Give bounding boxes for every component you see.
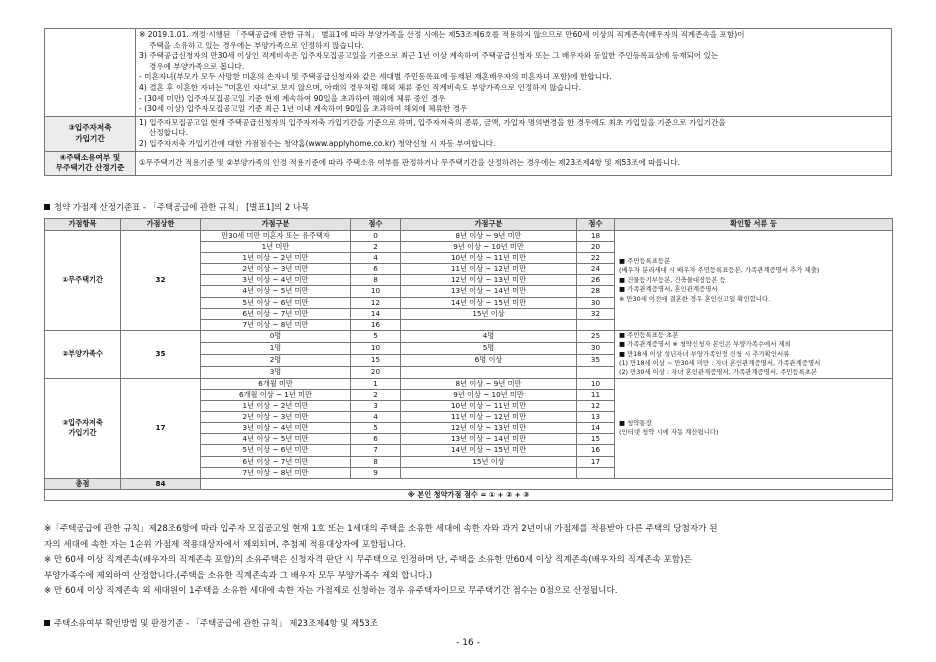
total-blank (201, 478, 893, 489)
score-cell: 5 (351, 330, 401, 342)
text-line: 경우에 부양가족으로 봅니다. (149, 61, 245, 71)
score-cell: 5 (351, 423, 401, 434)
criteria-cell: 만30세 미만 미혼자 또는 유주택자 (201, 231, 351, 242)
score-cell: 8 (351, 456, 401, 467)
category-name: ②부양가족수 (62, 349, 103, 359)
page-number: - 16 - (456, 638, 480, 648)
criteria-cell (401, 319, 577, 330)
criteria-cell: 13년 이상 ~ 14년 미만 (401, 286, 577, 297)
score-cell: 10 (577, 378, 615, 389)
table-row (45, 330, 893, 342)
criteria-cell: 6개월 이상 ~ 1년 미만 (201, 389, 351, 400)
category-cell (45, 378, 121, 478)
score-cell: 0 (351, 231, 401, 242)
score-cell: 30 (577, 297, 615, 308)
score-table (44, 218, 893, 501)
criteria-row-ownership (45, 151, 892, 175)
criteria-label-empty (45, 29, 136, 117)
criteria-cell: 3명 (201, 366, 351, 378)
criteria-cell: 6개월 미만 (201, 378, 351, 389)
column-header: 가점상한 (121, 219, 201, 231)
criteria-cell: 10년 이상 ~ 11년 미만 (401, 401, 577, 412)
score-cell: 32 (577, 308, 615, 319)
criteria-cell: 1년 이상 ~ 2년 미만 (201, 253, 351, 264)
criteria-cell: 9년 이상 ~ 10년 미만 (401, 389, 577, 400)
score-cell (577, 319, 615, 330)
score-cell: 9 (351, 467, 401, 478)
criteria-cell: 13년 이상 ~ 14년 미만 (401, 434, 577, 445)
document-line: (1) 만18세 이상 ~ 만30세 미만 : 자녀 혼인관계증명서, 가족관계증명서 (619, 359, 821, 368)
criteria-cell: 5년 이상 ~ 6년 미만 (201, 297, 351, 308)
score-cell: 13 (577, 412, 615, 423)
total-value: 84 (121, 478, 201, 489)
criteria-cell: 15년 이상 (401, 308, 577, 319)
criteria-cell: 3년 이상 ~ 4년 미만 (201, 275, 351, 286)
score-cell: 14 (351, 308, 401, 319)
label-line: 무주택기간 산정기준 (55, 163, 125, 173)
documents-cell (615, 330, 893, 378)
score-cell: 1 (351, 378, 401, 389)
column-header: 가점항목 (45, 219, 121, 231)
text-line: - (30세 이상) 입주자모집공고일 기준 최근 1년 이내 계속하여 90일을 초과하여 해외에 체류한 경우 (139, 104, 468, 114)
criteria-cell (401, 366, 577, 378)
score-cell: 15 (577, 434, 615, 445)
document-line: ■ 가족관계증명서, 혼인관계증명서 (619, 285, 718, 294)
criteria-row-dependents (45, 29, 892, 117)
document-line: ■ 주민등록표등본 (619, 256, 671, 265)
criteria-cell (401, 467, 577, 478)
criteria-ownership-text: ①무주택기간 적용기준 및 ②부양가족의 인정 적용기준에 따라 주택소유 여부를 판정하거나 무주택기간을 산정하려는 경우에는 제23조제4항 및 제53조에 따릅니다. (136, 151, 892, 175)
square-bullet-icon (44, 620, 50, 626)
label-line: ③입주자저축 (68, 123, 112, 133)
criteria-row-savings (45, 116, 892, 151)
criteria-cell: 7년 이상 ~ 8년 미만 (201, 319, 351, 330)
criteria-cell: 10년 이상 ~ 11년 미만 (401, 253, 577, 264)
score-cell: 6 (351, 434, 401, 445)
document-line: ■ 주민등록표등·초본 (619, 330, 679, 339)
note-line: 자의 세대에 속한 자는 1순위 가점제 적용대상자에서 제외되며, 추첨제 적용대상자에 포함됩니다. (44, 539, 407, 550)
document-line: (배우자 분리세대 시 배우자 주민등록표등본, 가족관계증명서 추가 제출) (619, 266, 820, 275)
criteria-cell: 1년 이상 ~ 2년 미만 (201, 401, 351, 412)
notes-block (44, 522, 892, 600)
document-line: ■ 만18세 이상 성년자녀 부양가족인정 신청 시 추가확인서류 (619, 349, 790, 358)
score-cell: 24 (577, 264, 615, 275)
label-line: ④주택소유여부 및 (59, 152, 121, 162)
document-line: ■ 가족관계증명서 ※ 청약신청자 본인은 부양가족수에서 제외 (619, 340, 791, 349)
score-cell: 7 (351, 445, 401, 456)
score-cell: 17 (577, 456, 615, 467)
score-cell: 12 (577, 401, 615, 412)
note-line: ※ 만 60세 이상 직계존속(배우자의 직계존속 포함)의 소유주택은 신청자격 판단 시 무주택으로 인정하며 단, 주택을 소유한 만60세 이상 직계존속(배우자의 직계존속 포함)은 (44, 555, 692, 566)
criteria-cell: 12년 이상 ~ 13년 미만 (401, 423, 577, 434)
score-cell: 35 (577, 354, 615, 366)
score-cell (577, 467, 615, 478)
score-table-header (45, 219, 893, 231)
text-line: 4) 결혼 후 이혼한 자녀는 "미혼인 자녀"로 보지 않으며, 아래의 경우처럼 해외 체류 중인 직계비속도 부양가족으로 인정하지 않습니다. (139, 82, 582, 92)
section-title-score-table (44, 201, 309, 213)
square-bullet-icon (44, 204, 50, 210)
score-cell (577, 366, 615, 378)
score-cell: 15 (351, 354, 401, 366)
score-cell: 26 (577, 275, 615, 286)
document-line: (2) 만30세 이상 : 자녀 혼인관계증명서, 가족관계증명서, 주민등록초본 (619, 368, 818, 377)
text-line: - (30세 미만) 입주자모집공고일 기준 현재 계속하여 90일을 초과하여 해외에 체류 중인 경우 (139, 93, 446, 103)
document-line: ■ 청약통장 (619, 418, 652, 427)
criteria-cell: 2년 이상 ~ 3년 미만 (201, 264, 351, 275)
score-cell: 16 (577, 445, 615, 456)
criteria-cell: 3년 이상 ~ 4년 미만 (201, 423, 351, 434)
category-name: ①무주택기간 (62, 275, 103, 285)
score-cell: 10 (351, 342, 401, 354)
criteria-cell: 15년 이상 (401, 456, 577, 467)
max-score-cell: 32 (121, 231, 201, 331)
score-footnote: ※ 본인 청약가점 점수 = ① + ② + ③ (45, 489, 893, 500)
criteria-savings-text (136, 116, 892, 151)
score-cell: 20 (577, 242, 615, 253)
criteria-cell: 0명 (201, 330, 351, 342)
score-cell: 2 (351, 242, 401, 253)
section-title-ownership (44, 617, 378, 629)
note-line: 부양가족수에 제외하여 산정합니다.(주택을 소유한 직계존속과 그 배우자 모두 부양가족수 제외 합니다.) (44, 570, 433, 581)
label-line: 가입기간 (75, 133, 105, 143)
criteria-cell: 4명 (401, 330, 577, 342)
total-row (45, 478, 893, 489)
criteria-cell: 1명 (201, 342, 351, 354)
score-cell: 20 (351, 366, 401, 378)
criteria-dependents-text (136, 29, 892, 117)
score-cell: 3 (351, 401, 401, 412)
score-cell: 12 (351, 297, 401, 308)
category-cell (45, 330, 121, 378)
section-title-text: 주택소유여부 확인방법 및 판정기준 - 「주택공급에 관한 규칙」 제23조제4항 및 제53조 (54, 618, 378, 628)
score-cell: 16 (351, 319, 401, 330)
note-line: ※「주택공급에 관한 규칙」제28조6항에 따라 입주자 모집공고일 현재 1호 또는 1세대의 주택을 소유한 세대에 속한 자와 과거 2년이내 가점제를 적용받아 다른 주택의 당첨자가 된 (44, 524, 718, 534)
category-name: ③입주자저축 (62, 418, 103, 428)
criteria-cell: 11년 이상 ~ 12년 미만 (401, 412, 577, 423)
text-line: 산정합니다. (149, 128, 189, 138)
criteria-label-ownership (45, 151, 136, 175)
column-header: 가점구분 (401, 219, 577, 231)
text-line: 1) 입주자모집공고일 현재 주택공급신청자의 입주자저축 가입기간을 기준으로 하며, 입주자저축의 종류, 금액, 가입자 명의변경을 한 경우에도 최초 가입일을 기준으로 가입기간을 (139, 117, 726, 127)
column-header: 가점구분 (201, 219, 351, 231)
section-title-text: 청약 가점제 산정기준표 - 「주택공급에 관한 규칙」 [별표1]의 2 나목 (54, 202, 310, 212)
score-cell: 8 (351, 275, 401, 286)
criteria-cell: 12년 이상 ~ 13년 미만 (401, 275, 577, 286)
documents-cell (615, 378, 893, 478)
document-line: ※ 만30세 이전에 결혼한 경우 혼인신고일 확인합니다. (619, 294, 771, 303)
criteria-cell: 5명 (401, 342, 577, 354)
criteria-cell: 2명 (201, 354, 351, 366)
text-line: ※ 2019.1.01. 개정·시행된 「주택공급에 관한 규칙」 별표1에 따라 부양가족을 산정 시에는 제53조제6호를 적용하지 않으므로 만60세 이상의 직계존속(배우자의 직계존속을 포함)이 (139, 30, 745, 39)
criteria-cell: 8년 이상 ~ 9년 미만 (401, 378, 577, 389)
criteria-cell: 5년 이상 ~ 6년 미만 (201, 445, 351, 456)
score-cell: 25 (577, 330, 615, 342)
score-cell: 10 (351, 286, 401, 297)
criteria-cell: 6년 이상 ~ 7년 미만 (201, 308, 351, 319)
column-header: 점수 (577, 219, 615, 231)
criteria-cell: 4년 이상 ~ 5년 미만 (201, 286, 351, 297)
text-line: 2) 입주자저축 가입기간에 대한 가점점수는 청약홈(www.applyhome.co.kr) 청약신청 시 자동 부여합니다. (139, 138, 496, 148)
criteria-cell: 8년 이상 ~ 9년 미만 (401, 231, 577, 242)
criteria-cell: 14년 이상 ~ 15년 미만 (401, 297, 577, 308)
text-line: - 미혼자녀(부모가 모두 사망한 미혼의 손자녀 및 주택공급신청자와 같은 세대별 주민등록표에 등재된 재혼배우자의 미혼자녀 포함)에 한합니다. (139, 72, 612, 82)
category-cell (45, 231, 121, 331)
max-score-cell: 17 (121, 378, 201, 478)
score-cell: 6 (351, 264, 401, 275)
column-header: 확인할 서류 등 (615, 219, 893, 231)
document-line: (인터넷 청약 시에 자동 계산됩니다) (619, 428, 719, 437)
criteria-cell: 14년 이상 ~ 15년 미만 (401, 445, 577, 456)
note-line: ※ 만 60세 이상 직계존속 외 세대원이 1주택을 소유한 세대에 속한 자는 가점제로 신청하는 경우 유주택자이므로 무주택기간 점수는 0점으로 산정됩니다. (44, 586, 618, 597)
score-cell: 14 (577, 423, 615, 434)
criteria-cell: 7년 이상 ~ 8년 미만 (201, 467, 351, 478)
criteria-cell: 6년 이상 ~ 7년 미만 (201, 456, 351, 467)
criteria-cell: 4년 이상 ~ 5년 미만 (201, 434, 351, 445)
text-line: 3) 주택공급신청자의 만30세 이상인 직계비속은 입주자모집공고일을 기준으로 최근 1년 이상 계속하여 주택공급신청자 또는 그 배우자와 동일한 주민등록표상에 등재되어 있는 (139, 51, 719, 61)
table-row (45, 378, 893, 389)
score-cell: 22 (577, 253, 615, 264)
footnote-row (45, 489, 893, 500)
score-cell: 4 (351, 253, 401, 264)
score-cell: 28 (577, 286, 615, 297)
criteria-cell: 9년 이상 ~ 10년 미만 (401, 242, 577, 253)
total-label: 총점 (45, 478, 121, 489)
category-name: 가입기간 (68, 428, 97, 438)
criteria-cell: 2년 이상 ~ 3년 미만 (201, 412, 351, 423)
max-score-cell: 35 (121, 330, 201, 378)
score-cell: 30 (577, 342, 615, 354)
score-cell: 18 (577, 231, 615, 242)
score-cell: 2 (351, 389, 401, 400)
criteria-table (44, 28, 892, 176)
score-cell: 4 (351, 412, 401, 423)
criteria-label-savings (45, 116, 136, 151)
column-header: 점수 (351, 219, 401, 231)
score-cell: 11 (577, 389, 615, 400)
document-line: ■ 건물등기부등본, 건축물대장등본 등 (619, 275, 726, 284)
criteria-cell: 6명 이상 (401, 354, 577, 366)
text-line: 주택을 소유하고 있는 경우에는 부양가족으로 인정하지 않습니다. (149, 40, 364, 50)
criteria-cell: 1년 미만 (201, 242, 351, 253)
table-row (45, 231, 893, 242)
documents-cell (615, 231, 893, 331)
criteria-cell: 11년 이상 ~ 12년 미만 (401, 264, 577, 275)
